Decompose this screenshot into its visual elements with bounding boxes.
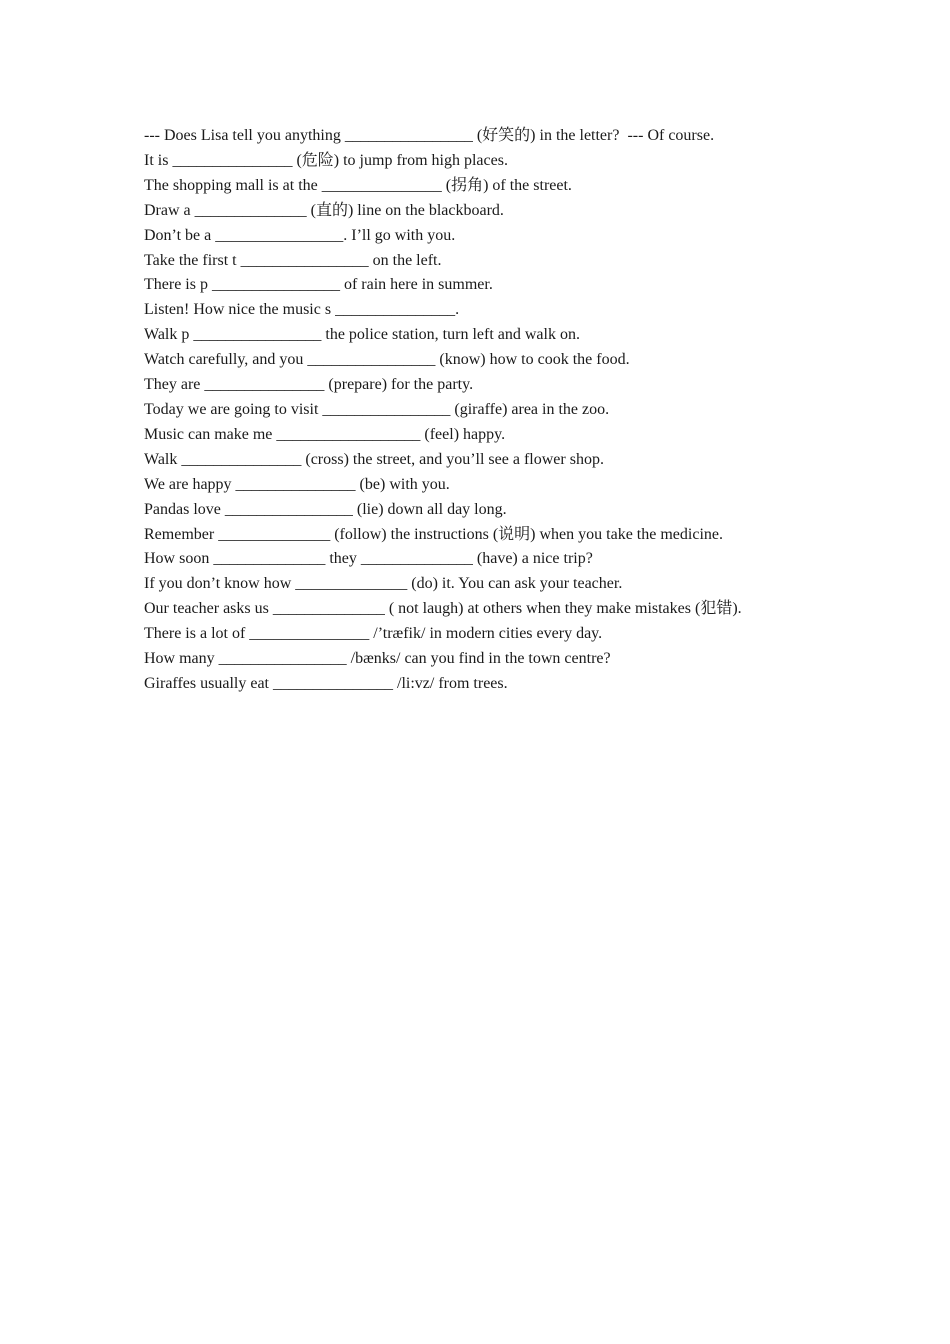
exercise-list xyxy=(144,124,864,697)
exercise-line: Listen! How nice the music s _______________. xyxy=(144,301,460,319)
exercise-line: The shopping mall is at the _______________ (拐角) of the street. xyxy=(144,176,572,194)
exercise-line: Our teacher asks us ______________ ( not laugh) at others when they make mistakes (犯错). xyxy=(144,600,742,618)
exercise-line: How soon ______________ they ______________ (have) a nice trip? xyxy=(144,550,593,568)
exercise-line: We are happy _______________ (be) with you. xyxy=(144,475,450,493)
exercise-line: There is p ________________ of rain here in summer. xyxy=(144,276,493,294)
exercise-line: Watch carefully, and you ________________ (know) how to cook the food. xyxy=(144,351,630,369)
exercise-line: Take the first t ________________ on the left. xyxy=(144,251,442,269)
exercise-line: --- Does Lisa tell you anything ________________ (好笑的) in the letter? --- Of course. xyxy=(144,127,715,144)
exercise-line: There is a lot of _______________ /’træfik/ in modern cities every day. xyxy=(144,625,603,643)
exercise-line: If you don’t know how ______________ (do) it. You can ask your teacher. xyxy=(144,575,623,593)
exercise-line: How many ________________ /bænks/ can you find in the town centre? xyxy=(144,650,611,668)
exercise-line: Music can make me __________________ (feel) happy. xyxy=(144,425,506,443)
exercise-line: Walk _______________ (cross) the street, and you’ll see a flower shop. xyxy=(144,450,604,468)
exercise-line: It is _______________ (危险) to jump from high places. xyxy=(144,151,508,169)
exercise-line: Don’t be a ________________. I’ll go with you. xyxy=(144,226,456,244)
exercise-line: Pandas love ________________ (lie) down all day long. xyxy=(144,500,507,518)
exercise-line: Draw a ______________ (直的) line on the blackboard. xyxy=(144,201,504,219)
exercise-line: Remember ______________ (follow) the instructions (说明) when you take the medicine. xyxy=(144,525,723,543)
exercise-line: Giraffes usually eat _______________ /li:vz/ from trees. xyxy=(144,674,508,692)
exercise-line: They are _______________ (prepare) for the party. xyxy=(144,376,474,394)
exercise-line: Walk p ________________ the police station, turn left and walk on. xyxy=(144,326,580,344)
exercise-line: Today we are going to visit ________________ (giraffe) area in the zoo. xyxy=(144,400,610,418)
